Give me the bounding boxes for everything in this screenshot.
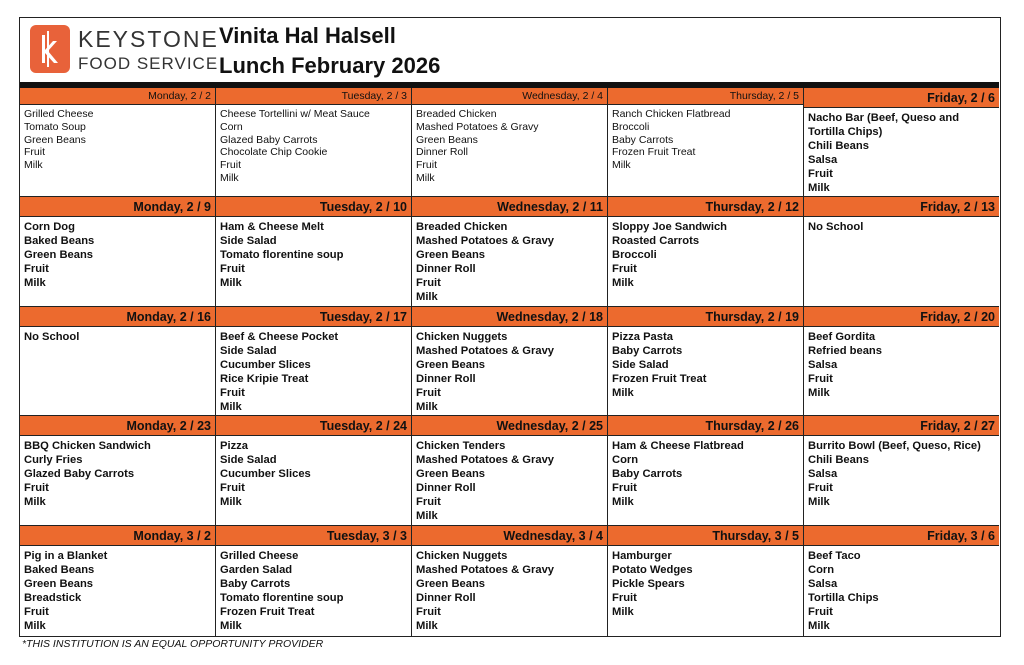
brand-name: KEYSTONE (78, 26, 219, 52)
day-header: Friday, 2 / 6 (804, 88, 999, 108)
day-header: Tuesday, 3 / 3 (216, 526, 411, 546)
menu-item: Grilled Cheese (24, 108, 94, 120)
menu-item: Rice Kripie Treat (220, 373, 309, 385)
week-row (20, 307, 999, 416)
day-header: Thursday, 3 / 5 (608, 526, 803, 546)
menu-item: Salsa (808, 154, 838, 166)
menu-item: Baked Beans (24, 564, 95, 576)
menu-title: Lunch February 2026 (219, 53, 441, 78)
menu-item: Milk (612, 159, 631, 172)
menu-item: BBQ Chicken Sandwich (24, 440, 151, 452)
menu-items (608, 217, 803, 290)
menu-item: Milk (24, 277, 46, 289)
day-cell (20, 307, 216, 416)
menu-item: Beef Gordita (808, 331, 876, 343)
menu-item: Corn (220, 120, 243, 133)
day-header: Tuesday, 2 / 3 (216, 88, 411, 105)
menu-item: Tomato florentine soup (220, 592, 344, 604)
menu-items (216, 546, 411, 633)
menu-item: Fruit (416, 387, 441, 399)
menu-item: Milk (416, 510, 438, 522)
day-header: Wednesday, 2 / 4 (412, 88, 607, 105)
menu-item: Pig in a Blanket (24, 550, 108, 562)
day-header: Tuesday, 2 / 10 (216, 197, 411, 217)
menu-item: Green Beans (416, 133, 478, 146)
day-cell (608, 88, 804, 197)
menu-item: Frozen Fruit Treat (220, 606, 315, 618)
school-title: Vinita Hal Halsell (219, 23, 396, 48)
menu-item: Pizza Pasta (612, 331, 673, 343)
menu-item: Fruit (612, 592, 637, 604)
menu-item: Side Salad (612, 359, 669, 371)
menu-items (608, 105, 803, 172)
menu-items (216, 105, 411, 185)
menu-item: Green Beans (24, 249, 94, 261)
menu-item: Fruit (612, 482, 637, 494)
day-cell (804, 307, 999, 416)
menu-items (412, 436, 607, 523)
menu-item: Fruit (808, 482, 833, 494)
menu-items (20, 327, 215, 344)
menu-item: Fruit (24, 606, 49, 618)
week-row (20, 416, 999, 526)
menu-frame (19, 17, 1001, 637)
menu-item: Mashed Potatoes & Gravy (416, 345, 555, 357)
day-cell (20, 88, 216, 197)
menu-item: Green Beans (416, 359, 486, 371)
menu-item: Broccoli (612, 120, 650, 133)
menu-item: Milk (612, 606, 634, 618)
menu-item: Fruit (24, 263, 49, 275)
menu-item: Dinner Roll (416, 263, 476, 275)
menu-item: Baby Carrots (220, 578, 291, 590)
day-header: Friday, 3 / 6 (804, 526, 999, 546)
menu-item: Dinner Roll (416, 146, 468, 159)
menu-item: Side Salad (220, 345, 277, 357)
day-header: Wednesday, 2 / 25 (412, 416, 607, 436)
day-header: Thursday, 2 / 26 (608, 416, 803, 436)
menu-item: Chicken Nuggets (416, 550, 508, 562)
menu-item: Corn Dog (24, 221, 75, 233)
keystone-logo-icon (30, 25, 70, 73)
menu-item: Baby Carrots (612, 468, 683, 480)
menu-item: Ham & Cheese Melt (220, 221, 324, 233)
menu-item: Garden Salad (220, 564, 293, 576)
week-row (20, 197, 999, 307)
menu-item: Milk (220, 401, 242, 413)
day-header: Thursday, 2 / 5 (608, 88, 803, 105)
menu-item: Milk (416, 620, 438, 632)
day-cell (608, 526, 804, 636)
menu-item: Baked Beans (24, 235, 95, 247)
menu-item: Milk (24, 159, 43, 172)
brand-subtitle: FOOD SERVICE (78, 54, 219, 73)
menu-item: Cucumber Slices (220, 468, 311, 480)
menu-item: Fruit (220, 387, 245, 399)
menu-item: Cucumber Slices (220, 359, 311, 371)
menu-item: Chili Beans (808, 454, 869, 466)
menu-item: Mashed Potatoes & Gravy (416, 235, 555, 247)
menu-item: Fruit (220, 159, 241, 172)
menu-item: Milk (612, 277, 634, 289)
menu-item: Salsa (808, 578, 838, 590)
menu-item: Chicken Tenders (416, 440, 506, 452)
menu-items (412, 217, 607, 304)
menu-item: Mashed Potatoes & Gravy (416, 120, 539, 133)
menu-item: Baby Carrots (612, 133, 674, 146)
day-header: Monday, 2 / 2 (20, 88, 215, 105)
menu-item: No School (24, 331, 80, 343)
menu-items (20, 105, 215, 172)
menu-item: Pickle Spears (612, 578, 685, 590)
menu-item: Salsa (808, 468, 838, 480)
menu-item: Milk (612, 387, 634, 399)
menu-item: Fruit (416, 496, 441, 508)
day-header: Monday, 2 / 9 (20, 197, 215, 217)
menu-item: Milk (416, 171, 435, 184)
week-row (20, 88, 999, 197)
menu-items (608, 436, 803, 509)
day-cell (216, 307, 412, 416)
menu-item: Fruit (612, 263, 637, 275)
menu-item: Breaded Chicken (416, 221, 508, 233)
menu-item: Side Salad (220, 454, 277, 466)
menu-item: Milk (808, 496, 830, 508)
menu-item: Ranch Chicken Flatbread (612, 108, 731, 120)
menu-items (20, 436, 215, 509)
day-cell (412, 307, 608, 416)
menu-items (608, 546, 803, 619)
day-header: Tuesday, 2 / 17 (216, 307, 411, 327)
menu-item: Chicken Nuggets (416, 331, 508, 343)
day-cell (804, 88, 999, 197)
menu-item: Grilled Cheese (220, 550, 299, 562)
menu-items (412, 327, 607, 414)
menu-item: Milk (808, 182, 830, 194)
menu-item: Milk (24, 496, 46, 508)
header (20, 18, 999, 83)
menu-item: Green Beans (24, 578, 94, 590)
week-row (20, 526, 999, 636)
day-header: Tuesday, 2 / 24 (216, 416, 411, 436)
menu-item: Refried beans (808, 345, 882, 357)
menu-items (804, 217, 999, 234)
menu-item: Salsa (808, 359, 838, 371)
menu-item: Mashed Potatoes & Gravy (416, 454, 555, 466)
menu-item: Milk (24, 620, 46, 632)
menu-item: Corn (612, 454, 639, 466)
day-cell (412, 88, 608, 197)
menu-item: Corn (808, 564, 835, 576)
menu-item: Green Beans (416, 578, 486, 590)
menu-item: Dinner Roll (416, 592, 476, 604)
footer-note: *THIS INSTITUTION IS AN EQUAL OPPORTUNITY PROVIDER (22, 638, 324, 650)
day-header: Thursday, 2 / 12 (608, 197, 803, 217)
menu-item: Ham & Cheese Flatbread (612, 440, 744, 452)
menu-item: Chili Beans (808, 140, 869, 152)
menu-items (20, 546, 215, 633)
menu-item: Fruit (220, 482, 245, 494)
menu-item: Tomato Soup (24, 120, 86, 133)
menu-items (216, 217, 411, 290)
day-header: Wednesday, 2 / 18 (412, 307, 607, 327)
day-cell (216, 197, 412, 307)
menu-item: Chocolate Chip Cookie (220, 146, 328, 159)
menu-item: Milk (220, 620, 242, 632)
menu-items (216, 327, 411, 414)
menu-item: Pizza (220, 440, 248, 452)
menu-item: Fruit (416, 606, 441, 618)
menu-item: Milk (612, 496, 634, 508)
day-header: Friday, 2 / 20 (804, 307, 999, 327)
menu-item: Burrito Bowl (Beef, Queso, Rice) (808, 440, 981, 452)
menu-item: Milk (220, 171, 239, 184)
menu-item: Tomato florentine soup (220, 249, 344, 261)
menu-item: Tortilla Chips (808, 592, 879, 604)
day-cell (804, 416, 999, 526)
day-header: Wednesday, 2 / 11 (412, 197, 607, 217)
menu-item: Sloppy Joe Sandwich (612, 221, 728, 233)
day-cell (412, 416, 608, 526)
menu-item: Broccoli (612, 249, 657, 261)
day-cell (608, 197, 804, 307)
menu-item: Breadstick (24, 592, 82, 604)
menu-items (412, 105, 607, 185)
menu-item: Nacho Bar (Beef, Queso and Tortilla Chips) (808, 112, 960, 138)
menu-item: Milk (416, 291, 438, 303)
menu-items (216, 436, 411, 509)
day-header: Friday, 2 / 27 (804, 416, 999, 436)
menu-item: Fruit (416, 277, 441, 289)
menu-items (412, 546, 607, 633)
day-cell (804, 197, 999, 307)
menu-item: Green Beans (416, 249, 486, 261)
menu-item: Hamburger (612, 550, 672, 562)
menu-item: Frozen Fruit Treat (612, 146, 696, 159)
day-cell (20, 416, 216, 526)
menu-item: Baby Carrots (612, 345, 683, 357)
menu-item: Milk (808, 387, 830, 399)
menu-items (804, 546, 999, 633)
menu-items (804, 327, 999, 400)
menu-item: Beef Taco (808, 550, 861, 562)
day-cell (412, 197, 608, 307)
menu-item: Green Beans (416, 468, 486, 480)
menu-items (20, 217, 215, 290)
day-cell (804, 526, 999, 636)
menu-item: Glazed Baby Carrots (24, 468, 135, 480)
menu-item: No School (808, 221, 864, 233)
menu-item: Beef & Cheese Pocket (220, 331, 339, 343)
menu-item: Fruit (808, 373, 833, 385)
menu-item: Dinner Roll (416, 482, 476, 494)
day-header: Thursday, 2 / 19 (608, 307, 803, 327)
menu-item: Milk (220, 496, 242, 508)
day-cell (216, 416, 412, 526)
day-cell (608, 307, 804, 416)
menu-item: Mashed Potatoes & Gravy (416, 564, 555, 576)
menu-item: Cheese Tortellini w/ Meat Sauce (220, 108, 370, 120)
menu-item: Fruit (416, 159, 437, 172)
menu-item: Fruit (220, 263, 245, 275)
menu-item: Glazed Baby Carrots (220, 133, 318, 146)
day-header: Wednesday, 3 / 4 (412, 526, 607, 546)
day-header: Friday, 2 / 13 (804, 197, 999, 217)
menu-item: Frozen Fruit Treat (612, 373, 707, 385)
menu-items (804, 436, 999, 509)
menu-item: Fruit (808, 606, 833, 618)
menu-item: Fruit (24, 146, 45, 159)
day-cell (608, 416, 804, 526)
menu-item: Fruit (24, 482, 49, 494)
menu-item: Milk (220, 277, 242, 289)
menu-items (804, 108, 999, 195)
day-cell (216, 526, 412, 636)
menu-items (608, 327, 803, 400)
menu-item: Breaded Chicken (416, 108, 497, 120)
day-cell (20, 526, 216, 636)
menu-item: Roasted Carrots (612, 235, 700, 247)
day-header: Monday, 2 / 23 (20, 416, 215, 436)
menu-item: Side Salad (220, 235, 277, 247)
menu-item: Fruit (808, 168, 833, 180)
menu-item: Potato Wedges (612, 564, 693, 576)
menu-item: Green Beans (24, 133, 86, 146)
day-header: Monday, 2 / 16 (20, 307, 215, 327)
day-cell (412, 526, 608, 636)
menu-item: Milk (416, 401, 438, 413)
menu-item: Milk (808, 620, 830, 632)
day-cell (216, 88, 412, 197)
menu-item: Curly Fries (24, 454, 83, 466)
day-header: Monday, 3 / 2 (20, 526, 215, 546)
day-cell (20, 197, 216, 307)
menu-item: Dinner Roll (416, 373, 476, 385)
